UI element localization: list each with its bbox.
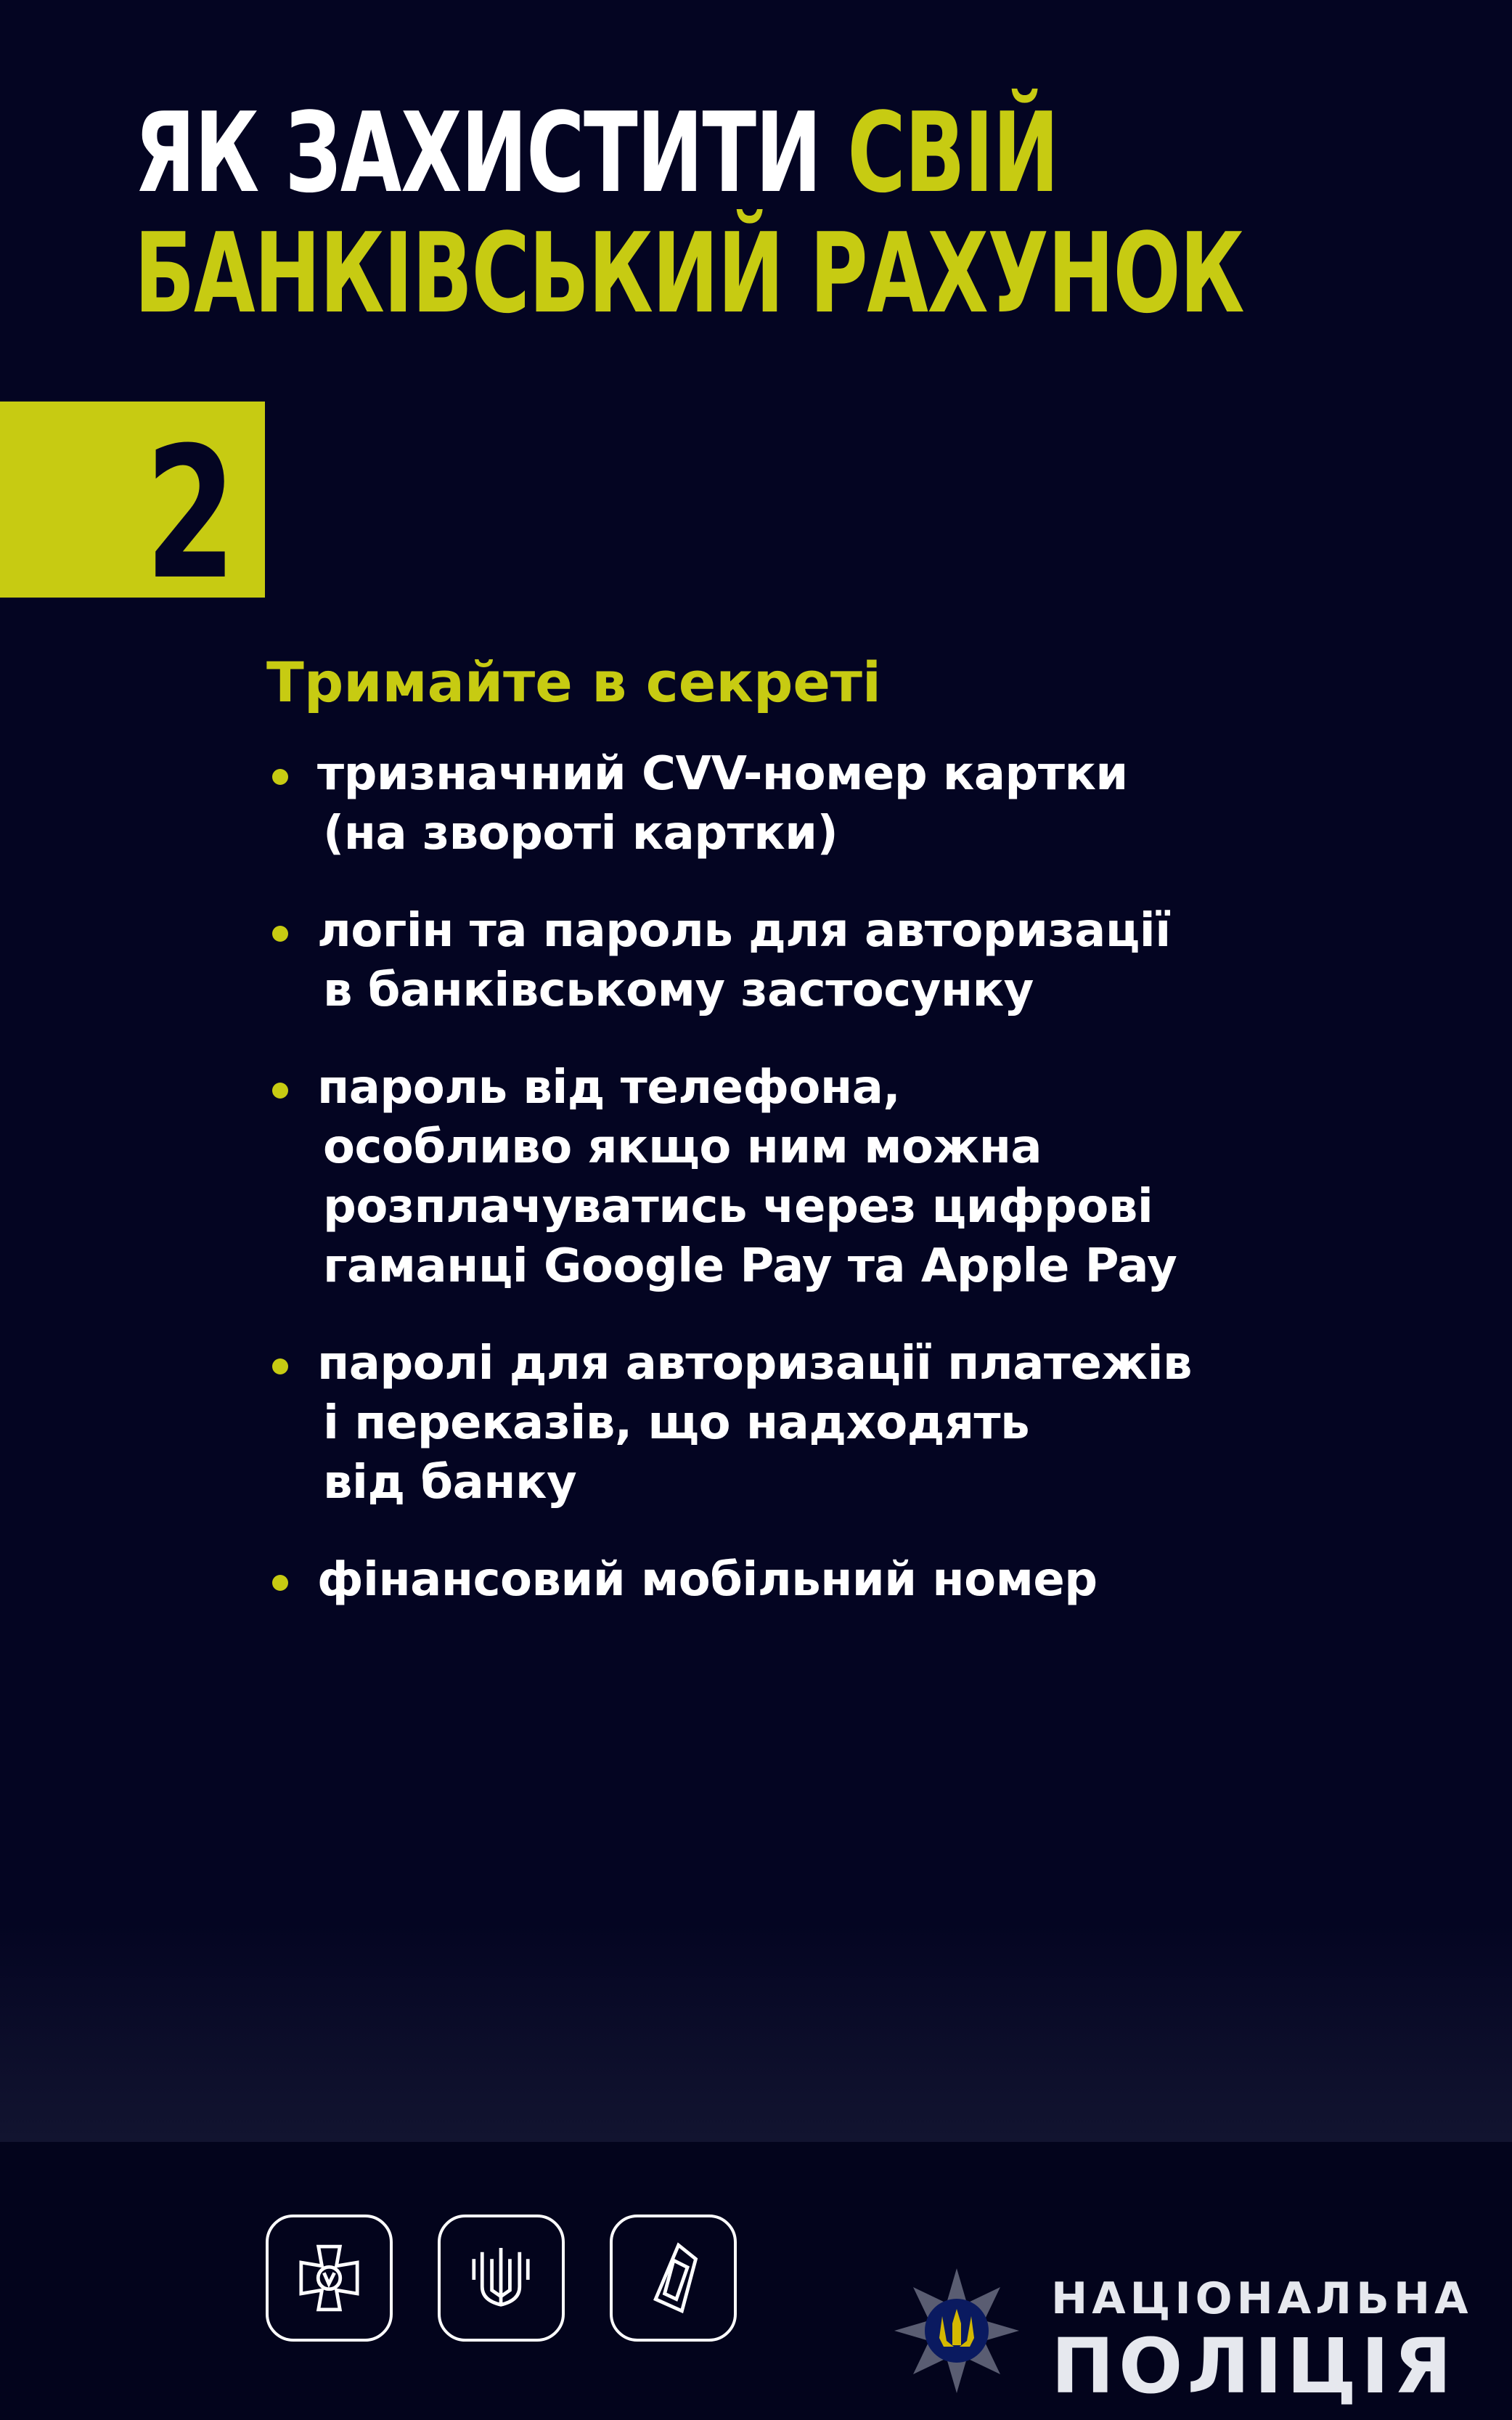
list-item-line: від банку xyxy=(323,1456,577,1510)
list-item xyxy=(272,744,1288,863)
list-item-line: логін та пароль для авторизації xyxy=(317,904,1171,958)
section-heading: Тримайте в секреті xyxy=(266,650,881,714)
police-name xyxy=(1051,2271,1473,2411)
list-item-line: пароль від телефона, xyxy=(317,1061,901,1115)
list-item-line: (на звороті картки) xyxy=(323,807,838,860)
step-number: 2 xyxy=(145,408,237,598)
title-line1-white: ЯК ЗАХИСТИТИ xyxy=(134,89,848,217)
tips-list xyxy=(272,744,1288,1610)
title-line1-accent: СВІЙ xyxy=(847,89,1058,217)
step-number-badge xyxy=(0,402,265,598)
title-line2-accent: БАНКІВСЬКИЙ РАХУНОК xyxy=(134,209,1244,338)
list-item-line: тризначний CVV-номер картки xyxy=(317,747,1128,801)
police-star-icon xyxy=(891,2265,1022,2396)
background-gradient xyxy=(0,1924,1512,2142)
list-item xyxy=(272,1058,1288,1296)
list-item-text xyxy=(317,744,1288,863)
list-item-text xyxy=(317,1550,1288,1610)
list-item-line: в банківському застосунку xyxy=(323,963,1034,1017)
list-item-text xyxy=(317,901,1288,1020)
list-item xyxy=(272,901,1288,1020)
bullet-dot-icon xyxy=(272,1083,288,1099)
bullet-dot-icon xyxy=(272,1358,288,1374)
list-item-line: розплачуватись через цифрові xyxy=(323,1180,1153,1234)
list-item xyxy=(272,1550,1288,1610)
police-name-line1: НАЦІОНАЛЬНА xyxy=(1051,2273,1473,2324)
cross-emblem-icon xyxy=(266,2215,393,2342)
shield-emblem-icon xyxy=(610,2215,737,2342)
list-item-line: паролі для авторизації платежів xyxy=(317,1337,1192,1390)
trident-emblem-icon xyxy=(438,2215,565,2342)
list-item-text xyxy=(317,1334,1288,1512)
bullet-dot-icon xyxy=(272,926,288,942)
bullet-dot-icon xyxy=(272,769,288,785)
list-item-line: фінансовий мобільний номер xyxy=(317,1553,1098,1607)
bullet-dot-icon xyxy=(272,1575,288,1591)
list-item xyxy=(272,1334,1288,1512)
list-item-line: і переказів, що надходять xyxy=(323,1396,1030,1450)
list-item-text xyxy=(317,1058,1288,1296)
page-title xyxy=(134,89,1244,338)
list-item-line: гаманці Google Pay та Apple Pay xyxy=(323,1239,1177,1293)
police-name-line2: ПОЛІЦІЯ xyxy=(1051,2322,1456,2411)
list-item-line: особливо якщо ним можна xyxy=(323,1120,1042,1174)
